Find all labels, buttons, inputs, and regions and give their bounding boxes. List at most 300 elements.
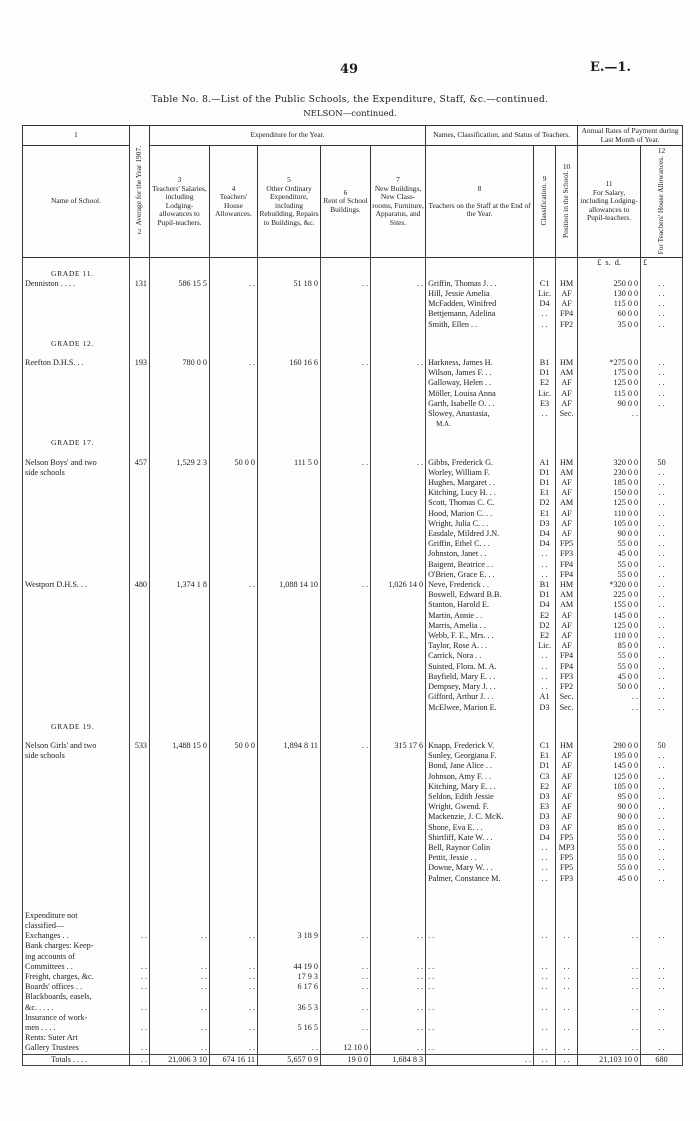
class-cell: E1 (534, 751, 556, 761)
spacer-row (23, 902, 683, 911)
other-cell (258, 368, 321, 378)
salaries-cell (150, 429, 210, 438)
position-cell: AM (556, 600, 578, 610)
school-cell: GRADE 11. (23, 269, 130, 279)
totals-rent: 19 0 0 (321, 1054, 371, 1065)
house-cell (210, 713, 258, 722)
table-row (23, 488, 683, 498)
house-cell (210, 269, 258, 279)
class-cell: Lic. (534, 289, 556, 299)
other-cell (258, 692, 321, 702)
salaries-cell (150, 549, 210, 559)
house-rate-cell: 50 (641, 458, 683, 468)
position-cell: AF (556, 751, 578, 761)
rent-cell (321, 853, 371, 863)
table-row (23, 761, 683, 771)
house-rate-cell: . . (641, 580, 683, 590)
salaries-cell (150, 478, 210, 488)
avg-cell (130, 399, 150, 409)
house-cell (210, 722, 258, 732)
teacher-cell (426, 330, 534, 339)
class-cell (534, 992, 556, 1002)
salary-rate-cell: 230 0 0 (578, 468, 641, 478)
table-row (23, 1043, 683, 1054)
house-rate-cell: . . (641, 498, 683, 508)
school-cell (23, 419, 130, 429)
salaries-cell (150, 874, 210, 884)
avg-cell (130, 611, 150, 621)
salaries-cell (150, 751, 210, 761)
newbuildings-cell (371, 600, 426, 610)
position-cell (556, 941, 578, 951)
table-row (23, 823, 683, 833)
other-cell (258, 320, 321, 330)
teacher-cell: Griffin, Thomas J. . . (426, 279, 534, 289)
position-cell: MP3 (556, 843, 578, 853)
salaries-cell (150, 600, 210, 610)
class-cell: E1 (534, 509, 556, 519)
school-cell (23, 299, 130, 309)
class-cell: Lic. (534, 641, 556, 651)
position-cell: . . (556, 931, 578, 941)
class-cell: A1 (534, 458, 556, 468)
spacer-row (23, 330, 683, 339)
teacher-cell (426, 952, 534, 962)
rent-cell: 12 10 0 (321, 1043, 371, 1054)
house-rate-cell: 50 (641, 741, 683, 751)
table-row (23, 812, 683, 822)
other-cell (258, 269, 321, 279)
class-cell: . . (534, 651, 556, 661)
house-rate-cell: . . (641, 590, 683, 600)
teacher-cell: M.A. (426, 419, 534, 429)
class-cell: . . (534, 549, 556, 559)
house-cell (210, 621, 258, 631)
rent-cell (321, 399, 371, 409)
school-cell: Insurance of work- (23, 1013, 130, 1023)
house-cell (210, 911, 258, 921)
table-row (23, 519, 683, 529)
newbuildings-cell: . . (371, 1003, 426, 1013)
house-cell (210, 339, 258, 349)
rent-cell (321, 772, 371, 782)
position-cell: FP4 (556, 570, 578, 580)
rent-cell (321, 409, 371, 419)
newbuildings-cell (371, 662, 426, 672)
school-cell: Expenditure not (23, 911, 130, 921)
other-cell (258, 399, 321, 409)
newbuildings-cell (371, 812, 426, 822)
house-cell: . . (210, 1043, 258, 1054)
class-cell (534, 921, 556, 931)
rent-cell (321, 651, 371, 661)
newbuildings-cell: 315 17 6 (371, 741, 426, 751)
house-cell (210, 600, 258, 610)
salary-rate-cell (578, 902, 641, 911)
newbuildings-cell (371, 269, 426, 279)
other-cell (258, 751, 321, 761)
salaries-cell (150, 560, 210, 570)
school-cell: side schools (23, 468, 130, 478)
teacher-cell: . . (426, 1023, 534, 1033)
table-row (23, 941, 683, 951)
teacher-cell: Martin, Annie . . (426, 611, 534, 621)
school-cell (23, 893, 130, 902)
school-cell: Westport D.H.S. . . (23, 580, 130, 590)
house-rate-cell (641, 911, 683, 921)
salaries-cell (150, 884, 210, 893)
salary-rate-cell (578, 884, 641, 893)
position-cell: FP5 (556, 853, 578, 863)
rent-cell (321, 992, 371, 1002)
position-cell (556, 902, 578, 911)
class-cell: D1 (534, 478, 556, 488)
salaries-cell (150, 941, 210, 951)
position-cell: . . (556, 1043, 578, 1054)
teacher-cell: . . (426, 972, 534, 982)
rent-cell (321, 289, 371, 299)
house-rate-cell (641, 992, 683, 1002)
table-row (23, 389, 683, 399)
salaries-cell (150, 812, 210, 822)
table-row (23, 631, 683, 641)
salaries-cell (150, 992, 210, 1002)
salary-rate-cell: . . (578, 409, 641, 419)
table-row (23, 539, 683, 549)
grade-heading-row (23, 438, 683, 448)
totals-house: 674 16 11 (210, 1054, 258, 1065)
other-cell (258, 478, 321, 488)
salary-rate-cell: . . (578, 1023, 641, 1033)
teacher-cell: Harkness, James H. (426, 358, 534, 368)
avg-cell: 131 (130, 279, 150, 289)
salary-rate-cell (578, 330, 641, 339)
avg-cell (130, 539, 150, 549)
rent-cell: . . (321, 962, 371, 972)
teacher-cell (426, 713, 534, 722)
col-teachers-header: 8 Teachers on the Staff at the End of the Year. (426, 146, 534, 258)
other-cell (258, 560, 321, 570)
teacher-cell: Johnson, Amy F. . . (426, 772, 534, 782)
position-cell: FP4 (556, 560, 578, 570)
newbuildings-cell (371, 488, 426, 498)
table-row (23, 600, 683, 610)
house-cell (210, 570, 258, 580)
school-cell: Reefton D.H.S. . . (23, 358, 130, 368)
newbuildings-cell (371, 884, 426, 893)
avg-cell (130, 299, 150, 309)
salary-rate-cell: 45 0 0 (578, 549, 641, 559)
other-cell (258, 911, 321, 921)
house-rate-cell: . . (641, 662, 683, 672)
salary-rate-cell: 130 0 0 (578, 289, 641, 299)
position-cell: AF (556, 772, 578, 782)
house-cell (210, 519, 258, 529)
avg-cell (130, 863, 150, 873)
position-cell: AM (556, 498, 578, 508)
house-rate-cell: . . (641, 539, 683, 549)
newbuildings-cell (371, 833, 426, 843)
position-cell (556, 429, 578, 438)
newbuildings-cell (371, 320, 426, 330)
avg-cell (130, 478, 150, 488)
position-cell: AF (556, 299, 578, 309)
class-cell (534, 952, 556, 962)
table-row (23, 863, 683, 873)
avg-cell (130, 884, 150, 893)
other-cell (258, 1013, 321, 1023)
school-cell (23, 570, 130, 580)
position-cell: HM (556, 358, 578, 368)
class-cell: . . (534, 972, 556, 982)
house-rate-cell: . . (641, 560, 683, 570)
rent-cell (321, 549, 371, 559)
other-cell (258, 722, 321, 732)
house-cell (210, 941, 258, 951)
house-cell (210, 289, 258, 299)
salary-rate-cell: . . (578, 962, 641, 972)
school-cell (23, 509, 130, 519)
rent-cell (321, 782, 371, 792)
position-cell: . . (556, 972, 578, 982)
avg-cell (130, 672, 150, 682)
salaries-cell (150, 399, 210, 409)
salaries-cell (150, 621, 210, 631)
salary-rate-cell: *320 0 0 (578, 580, 641, 590)
salaries-cell (150, 529, 210, 539)
avg-cell: 193 (130, 358, 150, 368)
house-cell (210, 438, 258, 448)
newbuildings-cell (371, 843, 426, 853)
avg-cell (130, 874, 150, 884)
salary-rate-cell (578, 429, 641, 438)
house-cell (210, 782, 258, 792)
col-position-header: 10 Position in the School. (556, 146, 578, 258)
school-cell (23, 529, 130, 539)
salaries-cell (150, 631, 210, 641)
house-cell (210, 419, 258, 429)
position-cell: . . (556, 962, 578, 972)
salary-rate-cell: . . (578, 692, 641, 702)
salary-rate-cell: 250 0 0 (578, 279, 641, 289)
teacher-cell: Kitching, Mary E. . . (426, 782, 534, 792)
avg-cell (130, 368, 150, 378)
table-row (23, 751, 683, 761)
teacher-cell: Mackenzie, J. C. McK. (426, 812, 534, 822)
house-cell (210, 884, 258, 893)
house-rate-cell: . . (641, 509, 683, 519)
salary-rate-cell: 85 0 0 (578, 641, 641, 651)
house-rate-cell: . . (641, 478, 683, 488)
newbuildings-cell (371, 941, 426, 951)
house-rate-cell (641, 884, 683, 893)
house-cell (210, 874, 258, 884)
house-rate-cell: . . (641, 853, 683, 863)
salaries-cell (150, 641, 210, 651)
salaries-cell (150, 662, 210, 672)
position-cell (556, 952, 578, 962)
newbuildings-cell (371, 823, 426, 833)
house-cell: . . (210, 972, 258, 982)
house-rate-cell: . . (641, 279, 683, 289)
house-cell (210, 539, 258, 549)
house-rate-cell: . . (641, 358, 683, 368)
house-rate-cell: . . (641, 751, 683, 761)
avg-cell (130, 509, 150, 519)
position-cell: FP3 (556, 549, 578, 559)
other-cell (258, 863, 321, 873)
house-cell (210, 792, 258, 802)
house-rate-cell (641, 330, 683, 339)
house-cell (210, 509, 258, 519)
salary-rate-cell: 90 0 0 (578, 812, 641, 822)
position-cell: AF (556, 641, 578, 651)
house-rate-cell: . . (641, 812, 683, 822)
salaries-cell (150, 713, 210, 722)
newbuildings-cell: . . (371, 931, 426, 941)
teacher-cell: Palmer, Constance M. (426, 874, 534, 884)
salary-rate-cell: 55 0 0 (578, 843, 641, 853)
other-cell: 160 16 6 (258, 358, 321, 368)
position-cell: FP5 (556, 863, 578, 873)
school-cell: classified— (23, 921, 130, 931)
class-cell (534, 713, 556, 722)
salary-rate-cell: 90 0 0 (578, 802, 641, 812)
other-cell (258, 1033, 321, 1043)
house-cell (210, 488, 258, 498)
teacher-cell: Boswell, Edward B.B. (426, 590, 534, 600)
class-cell: . . (534, 931, 556, 941)
other-cell (258, 651, 321, 661)
salaries-cell (150, 761, 210, 771)
salary-rate-cell (578, 269, 641, 279)
class-cell: C1 (534, 279, 556, 289)
totals-teacher: . . (426, 1054, 534, 1065)
position-cell (556, 713, 578, 722)
teacher-cell: Shirtliff, Kate W. . . (426, 833, 534, 843)
teacher-cell: Bettjemann, Adelina (426, 309, 534, 319)
schools-table (22, 125, 683, 1066)
position-cell (556, 1033, 578, 1043)
teacher-cell: Dempsey, Mary J. . . (426, 682, 534, 692)
teacher-cell: Worley, William F. (426, 468, 534, 478)
salaries-cell (150, 772, 210, 782)
rent-cell (321, 833, 371, 843)
avg-cell: 457 (130, 458, 150, 468)
avg-cell (130, 802, 150, 812)
school-cell (23, 863, 130, 873)
other-cell: 44 19 0 (258, 962, 321, 972)
avg-cell (130, 468, 150, 478)
spacer-row (23, 429, 683, 438)
teacher-cell: Bond, Jane Alice . . (426, 761, 534, 771)
salary-rate-cell (578, 992, 641, 1002)
table-row (23, 289, 683, 299)
rent-cell: . . (321, 358, 371, 368)
newbuildings-cell (371, 349, 426, 358)
totals-class: . . (534, 1054, 556, 1065)
house-rate-cell: . . (641, 792, 683, 802)
other-cell (258, 884, 321, 893)
house-rate-cell: . . (641, 772, 683, 782)
rent-cell (321, 703, 371, 713)
newbuildings-cell (371, 438, 426, 448)
table-row (23, 931, 683, 941)
house-cell: . . (210, 1003, 258, 1013)
other-cell (258, 389, 321, 399)
rent-cell: . . (321, 1003, 371, 1013)
class-cell (534, 449, 556, 458)
other-cell (258, 874, 321, 884)
rent-cell (321, 672, 371, 682)
teacher-cell (426, 339, 534, 349)
house-cell (210, 560, 258, 570)
salary-rate-cell: 125 0 0 (578, 621, 641, 631)
other-cell: 3 18 9 (258, 931, 321, 941)
position-cell: AF (556, 823, 578, 833)
totals-label: Totals . . . . (23, 1054, 130, 1065)
grade-heading-row (23, 339, 683, 349)
house-rate-cell: . . (641, 320, 683, 330)
school-cell (23, 812, 130, 822)
newbuildings-cell (371, 429, 426, 438)
salaries-cell (150, 389, 210, 399)
newbuildings-cell (371, 802, 426, 812)
position-cell: AF (556, 289, 578, 299)
class-cell: D4 (534, 529, 556, 539)
class-cell (534, 438, 556, 448)
newbuildings-cell: . . (371, 972, 426, 982)
position-cell: FP2 (556, 320, 578, 330)
school-cell (23, 651, 130, 661)
newbuildings-cell (371, 611, 426, 621)
house-cell (210, 812, 258, 822)
avg-cell (130, 449, 150, 458)
salary-rate-cell: *275 0 0 (578, 358, 641, 368)
class-cell: D2 (534, 621, 556, 631)
house-cell (210, 952, 258, 962)
salary-rate-cell (578, 732, 641, 741)
class-cell: A1 (534, 692, 556, 702)
house-rate-cell: . . (641, 833, 683, 843)
other-cell (258, 349, 321, 358)
avg-cell: 533 (130, 741, 150, 751)
teacher-cell: O'Brien, Grace E. . . (426, 570, 534, 580)
avg-cell (130, 853, 150, 863)
teacher-cell (426, 429, 534, 438)
house-rate-cell: . . (641, 823, 683, 833)
rent-cell (321, 590, 371, 600)
rent-cell (321, 893, 371, 902)
table-row (23, 992, 683, 1002)
avg-cell (130, 570, 150, 580)
rent-cell (321, 509, 371, 519)
house-rate-cell: . . (641, 488, 683, 498)
school-cell (23, 853, 130, 863)
salaries-cell (150, 519, 210, 529)
rent-cell: . . (321, 1023, 371, 1033)
table-row (23, 299, 683, 309)
newbuildings-cell: . . (371, 962, 426, 972)
table-row (23, 458, 683, 468)
school-cell (23, 498, 130, 508)
house-cell (210, 590, 258, 600)
other-cell (258, 488, 321, 498)
position-cell: FP5 (556, 833, 578, 843)
newbuildings-cell (371, 853, 426, 863)
class-cell (534, 732, 556, 741)
salary-rate-cell: 45 0 0 (578, 672, 641, 682)
